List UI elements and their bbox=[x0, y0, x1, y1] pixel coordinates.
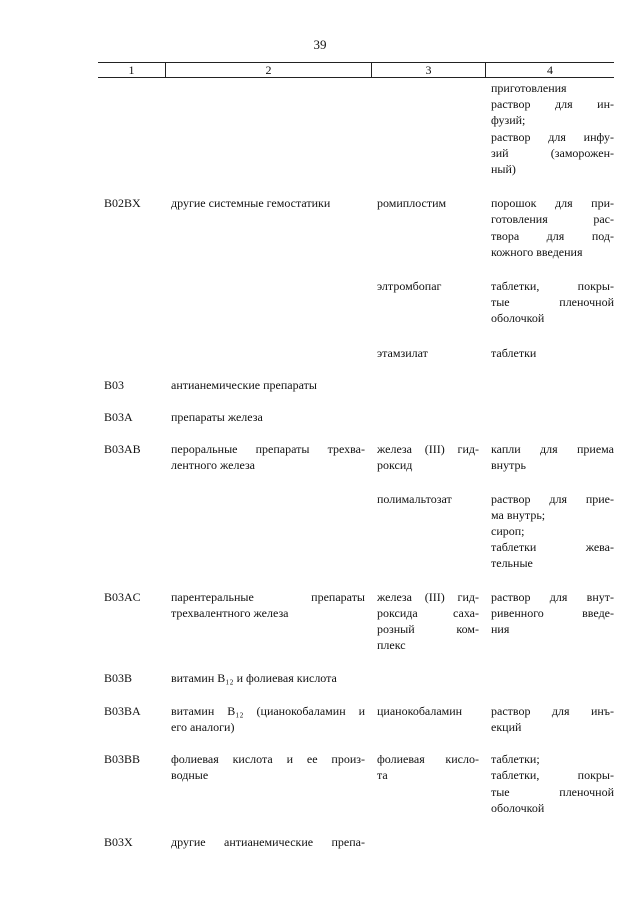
cell-text-line: тельные bbox=[491, 556, 533, 571]
cell-text-line: B03AC bbox=[104, 589, 141, 604]
table-header bbox=[98, 62, 614, 78]
cell-text-line: таблетки bbox=[491, 345, 537, 360]
atc-code-cell bbox=[98, 195, 165, 260]
cell-text-line: ромиплостим bbox=[377, 196, 447, 211]
group-name-cell bbox=[165, 377, 371, 393]
cell-text-line: таблетки, покры- bbox=[491, 768, 614, 783]
drug-name-cell bbox=[371, 491, 485, 572]
cell-text-line: железа (III) гид- bbox=[377, 589, 479, 604]
dosage-form-cell bbox=[485, 195, 614, 260]
cell-text-line: раствор для ин- bbox=[491, 97, 614, 112]
cell-text-line: кожного введения bbox=[491, 244, 583, 259]
table-row bbox=[98, 670, 614, 686]
atc-code-cell bbox=[98, 834, 165, 850]
cell-text-line: фузий; bbox=[491, 113, 526, 128]
dosage-form-cell bbox=[485, 589, 614, 654]
atc-code-cell bbox=[98, 377, 165, 393]
cell-text-line: B02BX bbox=[104, 196, 141, 211]
drug-name-cell bbox=[371, 670, 485, 686]
cell-text-line: цианокобаламин bbox=[377, 703, 463, 718]
dosage-form-cell bbox=[485, 80, 614, 177]
group-name-cell bbox=[165, 751, 371, 816]
table-row bbox=[98, 409, 614, 425]
cell-text-line: таблетки, покры- bbox=[491, 279, 614, 294]
cell-text-line: ный) bbox=[491, 162, 516, 177]
cell-text-line: этамзилат bbox=[377, 345, 428, 360]
cell-text-line: внутрь bbox=[491, 458, 526, 473]
cell-text-line: пероральные препараты трехва- bbox=[171, 442, 365, 457]
cell-text-line: элтромбопаг bbox=[377, 279, 442, 294]
group-name-cell bbox=[165, 195, 371, 260]
cell-text-line: екций bbox=[491, 719, 522, 734]
dosage-form-cell bbox=[485, 278, 614, 327]
group-name-cell bbox=[165, 670, 371, 686]
drug-name-cell bbox=[371, 751, 485, 816]
atc-code-cell bbox=[98, 751, 165, 816]
cell-text-line: ния bbox=[491, 622, 510, 637]
dosage-form-cell bbox=[485, 834, 614, 850]
dosage-form-cell bbox=[485, 703, 614, 735]
cell-text-line: трехвалентного железа bbox=[171, 605, 289, 620]
cell-text-line: та bbox=[377, 768, 388, 783]
cell-text-line: ривенного введе- bbox=[491, 605, 614, 620]
cell-text-line: раствор для инфу- bbox=[491, 129, 614, 144]
cell-text-line: B03BA bbox=[104, 703, 141, 718]
drug-name-cell bbox=[371, 703, 485, 735]
drug-name-cell bbox=[371, 441, 485, 473]
cell-text-line: капли для приема bbox=[491, 442, 614, 457]
drug-name-cell bbox=[371, 834, 485, 850]
cell-text-line: парентеральные препараты bbox=[171, 589, 365, 604]
cell-text-line: раствор для внут- bbox=[491, 589, 614, 604]
table-row bbox=[98, 589, 614, 654]
table-row bbox=[98, 377, 614, 393]
atc-code-cell bbox=[98, 670, 165, 686]
cell-text-line: B03B bbox=[104, 671, 133, 686]
cell-text-line: полимальтозат bbox=[377, 491, 452, 506]
atc-code-cell bbox=[98, 409, 165, 425]
atc-code-cell bbox=[98, 278, 165, 327]
group-name-cell bbox=[165, 834, 371, 850]
cell-text-line: розный ком- bbox=[377, 622, 479, 637]
cell-text-line: тые пленочной bbox=[491, 784, 614, 799]
cell-text-line: B03A bbox=[104, 410, 133, 425]
dosage-form-cell bbox=[485, 377, 614, 393]
cell-text-line: сироп; bbox=[491, 524, 525, 539]
drug-name-cell bbox=[371, 377, 485, 393]
cell-text-line: витамин B₁₂ и фолиевая кислота bbox=[171, 671, 337, 686]
group-name-cell bbox=[165, 345, 371, 361]
cell-text-line: роксида саха- bbox=[377, 605, 479, 620]
drug-name-cell bbox=[371, 80, 485, 177]
table-row bbox=[98, 195, 614, 260]
cell-text-line: таблетки жева- bbox=[491, 540, 614, 555]
cell-text-line: фолиевая кисло- bbox=[377, 752, 479, 767]
cell-text-line: готовления рас- bbox=[491, 212, 614, 227]
table-row bbox=[98, 80, 614, 177]
cell-text-line: таблетки; bbox=[491, 752, 540, 767]
header-col-1: 1 bbox=[128, 63, 135, 77]
atc-code-cell bbox=[98, 345, 165, 361]
table-body bbox=[98, 80, 614, 850]
header-col-2: 2 bbox=[165, 63, 371, 77]
cell-text-line: лентного железа bbox=[171, 458, 256, 473]
dosage-form-cell bbox=[485, 751, 614, 816]
cell-text-line: фолиевая кислота и ее произ- bbox=[171, 752, 365, 767]
cell-text-line: твора для под- bbox=[491, 228, 614, 243]
dosage-form-cell bbox=[485, 409, 614, 425]
drug-name-cell bbox=[371, 195, 485, 260]
drug-name-cell bbox=[371, 409, 485, 425]
group-name-cell bbox=[165, 589, 371, 654]
drug-name-cell bbox=[371, 589, 485, 654]
cell-text-line: железа (III) гид- bbox=[377, 442, 479, 457]
table-row bbox=[98, 834, 614, 850]
group-name-cell bbox=[165, 441, 371, 473]
cell-text-line: приготовления bbox=[491, 81, 567, 95]
cell-text-line: другие системные гемостатики bbox=[171, 196, 331, 211]
cell-text-line: его аналоги) bbox=[171, 719, 235, 734]
cell-text-line: оболочкой bbox=[491, 800, 545, 815]
cell-text-line: B03X bbox=[104, 834, 133, 849]
dosage-form-cell bbox=[485, 491, 614, 572]
header-col-3: 3 bbox=[371, 63, 485, 77]
table-row bbox=[98, 751, 614, 816]
cell-text-line: витамин B₁₂ (цианокобаламин и bbox=[171, 703, 365, 718]
group-name-cell bbox=[165, 491, 371, 572]
table-row bbox=[98, 703, 614, 735]
atc-code-cell bbox=[98, 491, 165, 572]
atc-code-cell bbox=[98, 589, 165, 654]
cell-text-line: B03 bbox=[104, 377, 125, 392]
cell-text-line: раствор для прие- bbox=[491, 491, 614, 506]
cell-text-line: ма внутрь; bbox=[491, 507, 546, 522]
table-row bbox=[98, 345, 614, 361]
cell-text-line: антианемические препараты bbox=[171, 377, 317, 392]
dosage-form-cell bbox=[485, 670, 614, 686]
cell-text-line: порошок для при- bbox=[491, 196, 614, 211]
cell-text-line: другие антианемические препа- bbox=[171, 834, 365, 849]
table-row bbox=[98, 441, 614, 473]
header-col-4: 4 bbox=[485, 63, 614, 77]
group-name-cell bbox=[165, 703, 371, 735]
cell-text-line: роксид bbox=[377, 458, 413, 473]
page-number: 39 bbox=[313, 37, 327, 52]
cell-text-line: B03BB bbox=[104, 752, 141, 767]
drug-name-cell bbox=[371, 278, 485, 327]
drug-name-cell bbox=[371, 345, 485, 361]
cell-text-line: раствор для инъ- bbox=[491, 703, 614, 718]
atc-code-cell bbox=[98, 80, 165, 177]
atc-code-cell bbox=[98, 703, 165, 735]
cell-text-line: плекс bbox=[377, 638, 406, 653]
group-name-cell bbox=[165, 278, 371, 327]
cell-text-line: препараты железа bbox=[171, 410, 263, 425]
cell-text-line: зий (заморожен- bbox=[491, 145, 614, 160]
dosage-form-cell bbox=[485, 441, 614, 473]
cell-text-line: оболочкой bbox=[491, 311, 545, 326]
cell-text-line: тые пленочной bbox=[491, 295, 614, 310]
group-name-cell bbox=[165, 409, 371, 425]
cell-text-line: водные bbox=[171, 768, 209, 783]
table-row bbox=[98, 278, 614, 327]
table-row bbox=[98, 491, 614, 572]
dosage-form-cell bbox=[485, 345, 614, 361]
cell-text-line: B03AB bbox=[104, 442, 141, 457]
group-name-cell bbox=[165, 80, 371, 177]
atc-code-cell bbox=[98, 441, 165, 473]
